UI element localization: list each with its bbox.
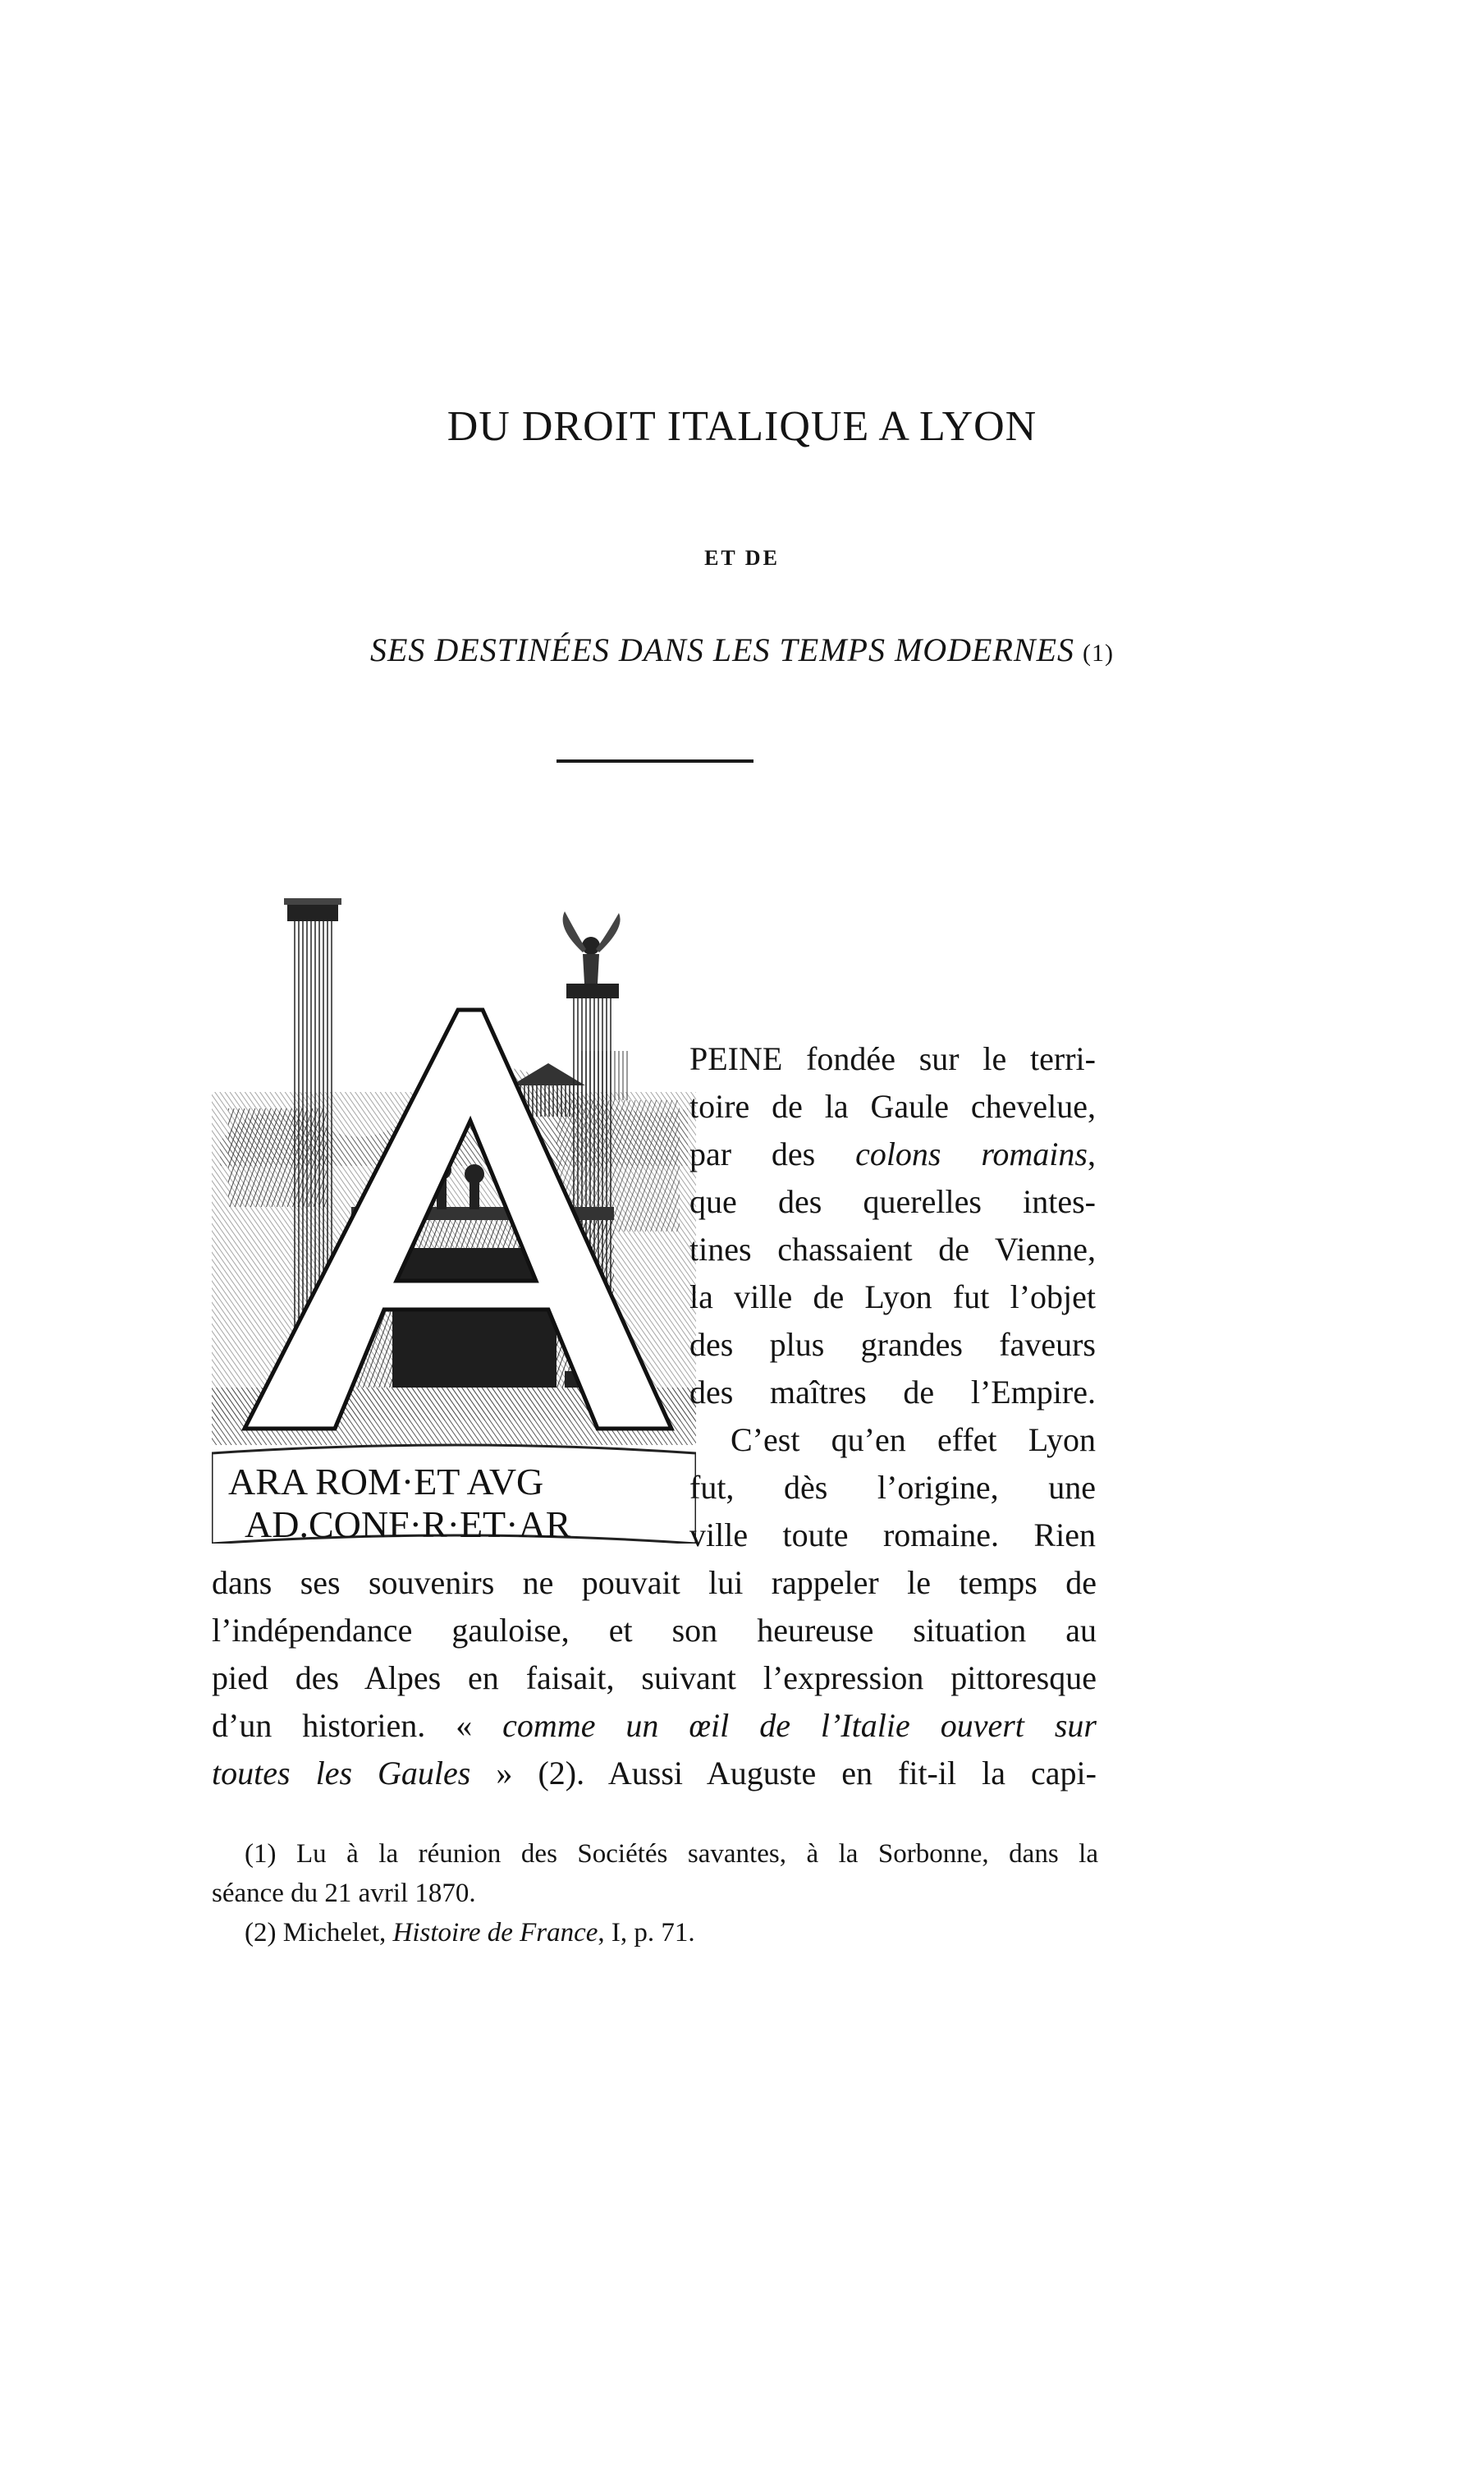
body-line-6: la ville de Lyon fut l’objet [689, 1278, 1096, 1315]
body-line-9: C’est qu’en effet Lyon [731, 1421, 1096, 1458]
body-line-8: des maîtres de l’Empire. [689, 1374, 1096, 1411]
footnote-1-line-2: séance du 21 avril 1870. [212, 1879, 476, 1908]
body-line-2: toire de la Gaule chevelue, [689, 1088, 1096, 1125]
footnote-2: (2) Michelet, Histoire de France, I, p. 71. [245, 1918, 695, 1948]
body-line-3: par des colons romains, [689, 1135, 1096, 1172]
subtitle-footnote-ref: (1) [1083, 640, 1115, 667]
subtitle-connector: ET DE [704, 546, 780, 570]
body-line-10: fut, dès l’origine, une [689, 1469, 1096, 1506]
body-line-12: dans ses souvenirs ne pouvait lui rappeler le temps de [212, 1564, 1097, 1601]
body-line-15: d’un historien. « comme un œil de l’Italie ouvert sur [212, 1707, 1097, 1744]
dropcap-illustration [212, 895, 696, 1544]
body-line-4: que des querelles intes- [689, 1183, 1096, 1220]
chapter-subtitle [0, 631, 1484, 669]
title-divider [556, 759, 753, 763]
inscription-line-2: AD.CONF·R·ET·AR [245, 1503, 571, 1544]
body-line-14: pied des Alpes en faisait, suivant l’expression pittoresque [212, 1659, 1097, 1696]
footnote-1-line-1: (1) Lu à la réunion des Sociétés savantes, à la Sorbonne, dans la [245, 1839, 1098, 1869]
inscription-line-1: ARA ROM·ET AVG [228, 1461, 544, 1503]
body-line-11: ville toute romaine. Rien [689, 1516, 1096, 1553]
chapter-title: DU DROIT ITALIQUE A LYON [447, 403, 1037, 450]
body-line-7: des plus grandes faveurs [689, 1326, 1096, 1363]
body-line-16: toutes les Gaules » (2). Aussi Auguste en fit-il la capi- [212, 1755, 1097, 1792]
body-line-5: tines chassaient de Vienne, [689, 1231, 1096, 1268]
chapter-subtitle-text: SES DESTINÉES DANS LES TEMPS MODERNES [369, 631, 1075, 668]
dropcap-lead-word: PEINE [689, 1040, 783, 1077]
body-line-1: PEINE fondée sur le terri- [689, 1040, 1096, 1077]
body-line-13: l’indépendance gauloise, et son heureuse situation au [212, 1612, 1097, 1649]
